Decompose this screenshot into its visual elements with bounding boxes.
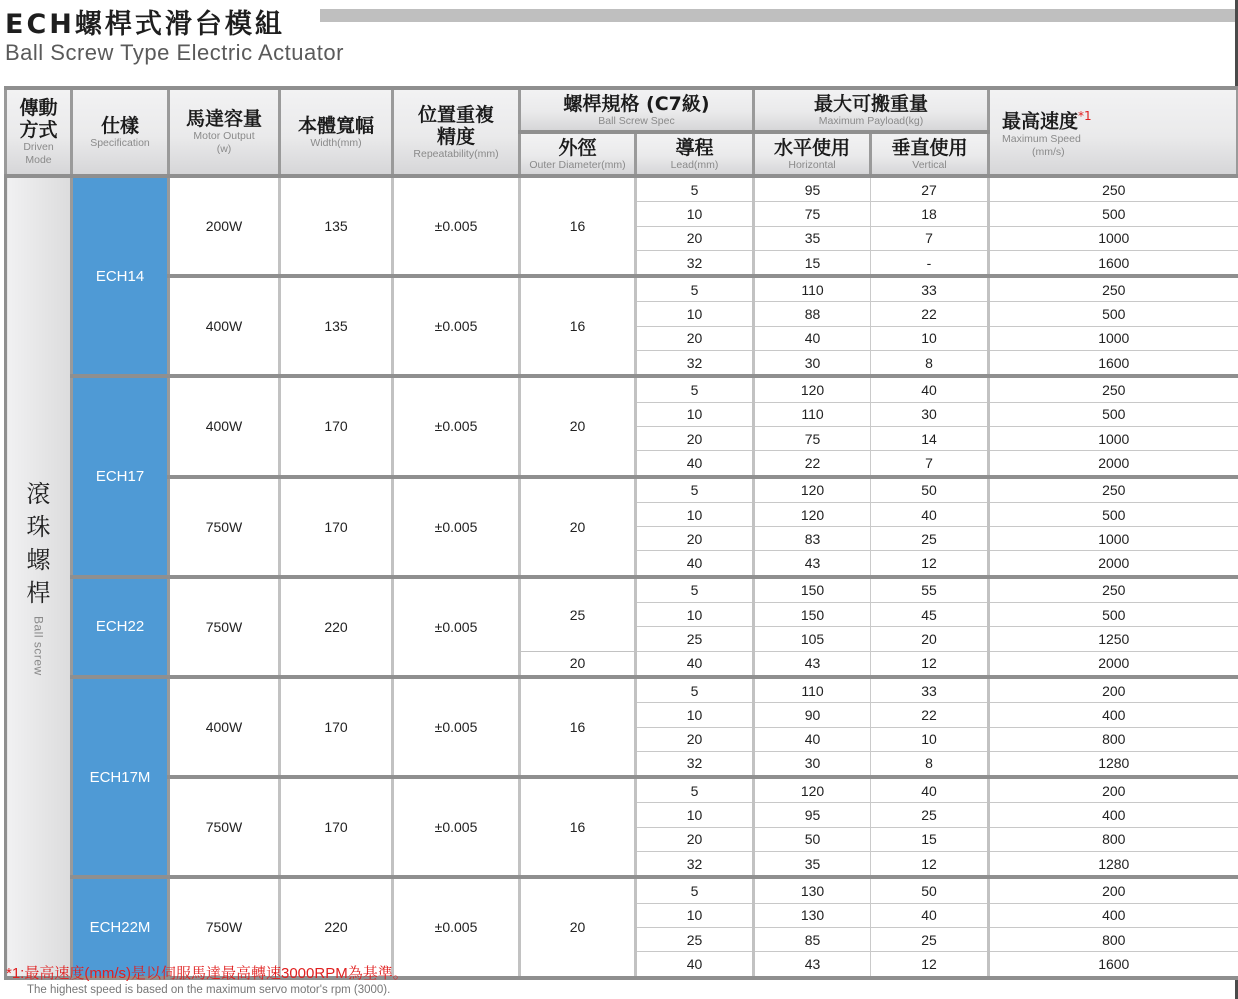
repeatability-cell: ±0.005 (393, 577, 520, 677)
max-speed-cell: 1000 (989, 226, 1238, 250)
header-outer-diameter: 外徑 Outer Diameter(mm) (520, 132, 636, 176)
horizontal-payload-cell: 15 (754, 250, 871, 276)
horizontal-payload-cell: 43 (754, 651, 871, 677)
vertical-payload-cell: 22 (871, 302, 989, 326)
max-speed-cell: 250 (989, 477, 1238, 503)
model-cell: ECH17M (72, 677, 169, 877)
max-speed-cell: 250 (989, 376, 1238, 402)
max-speed-cell: 800 (989, 727, 1238, 751)
repeatability-cell: ±0.005 (393, 276, 520, 376)
lead-cell: 10 (636, 903, 754, 927)
header-drive-mode: 傳動 方式 Driven Mode (6, 88, 72, 176)
horizontal-payload-cell: 120 (754, 502, 871, 526)
lead-cell: 40 (636, 551, 754, 577)
vertical-payload-cell: 33 (871, 276, 989, 302)
vertical-payload-cell: 30 (871, 402, 989, 426)
lead-cell: 10 (636, 502, 754, 526)
max-speed-cell: 250 (989, 276, 1238, 302)
max-speed-cell: 800 (989, 927, 1238, 951)
max-speed-cell: 2000 (989, 451, 1238, 477)
header-motor-output: 馬達容量 Motor Output (w) (169, 88, 280, 176)
drive-mode-cell: 滾 珠 螺 桿 Ball screw (6, 176, 72, 978)
repeatability-cell: ±0.005 (393, 777, 520, 877)
width-cell: 170 (280, 376, 393, 476)
lead-cell: 20 (636, 827, 754, 851)
lead-cell: 10 (636, 703, 754, 727)
lead-cell: 5 (636, 577, 754, 603)
model-cell: ECH17 (72, 376, 169, 576)
outer-diameter-cell: 20 (520, 376, 636, 476)
footnote-zh: *1:最高速度(mm/s)是以伺服馬達最高轉速3000RPM為基準。 (6, 965, 408, 982)
max-speed-cell: 1280 (989, 852, 1238, 878)
width-cell: 170 (280, 477, 393, 577)
model-cell: ECH14 (72, 176, 169, 376)
horizontal-payload-cell: 40 (754, 727, 871, 751)
outer-diameter-cell: 16 (520, 176, 636, 276)
repeatability-cell: ±0.005 (393, 877, 520, 977)
lead-cell: 32 (636, 751, 754, 777)
vertical-payload-cell: - (871, 250, 989, 276)
lead-cell: 20 (636, 727, 754, 751)
header-ball-screw-spec: 螺桿規格 (C7級) Ball Screw Spec (520, 88, 754, 132)
horizontal-payload-cell: 43 (754, 952, 871, 978)
table-row (6, 276, 1238, 302)
horizontal-payload-cell: 150 (754, 577, 871, 603)
lead-cell: 40 (636, 451, 754, 477)
header-horizontal: 水平使用 Horizontal (754, 132, 871, 176)
lead-cell: 40 (636, 952, 754, 978)
outer-diameter-cell: 20 (520, 477, 636, 577)
vertical-payload-cell: 12 (871, 952, 989, 978)
lead-cell: 10 (636, 302, 754, 326)
vertical-payload-cell: 8 (871, 351, 989, 377)
model-cell: ECH22 (72, 577, 169, 677)
horizontal-payload-cell: 120 (754, 477, 871, 503)
lead-cell: 25 (636, 927, 754, 951)
max-speed-cell: 1000 (989, 426, 1238, 450)
horizontal-payload-cell: 130 (754, 903, 871, 927)
lead-cell: 32 (636, 250, 754, 276)
vertical-payload-cell: 27 (871, 176, 989, 202)
max-speed-cell: 200 (989, 777, 1238, 803)
horizontal-payload-cell: 90 (754, 703, 871, 727)
vertical-payload-cell: 15 (871, 827, 989, 851)
motor-output-cell: 400W (169, 276, 280, 376)
motor-output-cell: 750W (169, 577, 280, 677)
lead-cell: 10 (636, 202, 754, 226)
lead-cell: 32 (636, 852, 754, 878)
horizontal-payload-cell: 35 (754, 852, 871, 878)
header-max-speed: 最高速度$^{*1}$ Maximum Speed (mm/s) (989, 88, 1238, 176)
vertical-payload-cell: 33 (871, 677, 989, 703)
lead-cell: 5 (636, 877, 754, 903)
spec-table (4, 86, 1238, 980)
vertical-payload-cell: 12 (871, 852, 989, 878)
width-cell: 220 (280, 577, 393, 677)
vertical-payload-cell: 12 (871, 551, 989, 577)
page-title: ECH螺桿式滑台模組 (5, 9, 285, 40)
header-repeatability: 位置重複 精度 Repeatability(mm) (393, 88, 520, 176)
horizontal-payload-cell: 88 (754, 302, 871, 326)
width-cell: 135 (280, 276, 393, 376)
vertical-payload-cell: 14 (871, 426, 989, 450)
lead-cell: 20 (636, 226, 754, 250)
max-speed-cell: 1250 (989, 627, 1238, 651)
max-speed-cell: 800 (989, 827, 1238, 851)
table-row (6, 577, 1238, 603)
max-speed-cell: 400 (989, 703, 1238, 727)
lead-cell: 5 (636, 176, 754, 202)
motor-output-cell: 400W (169, 677, 280, 777)
table-row (6, 677, 1238, 703)
horizontal-payload-cell: 85 (754, 927, 871, 951)
horizontal-payload-cell: 150 (754, 603, 871, 627)
footnote-marker: *1 (1078, 109, 1092, 124)
vertical-payload-cell: 25 (871, 527, 989, 551)
horizontal-payload-cell: 95 (754, 803, 871, 827)
vertical-payload-cell: 7 (871, 226, 989, 250)
vertical-payload-cell: 40 (871, 903, 989, 927)
motor-output-cell: 750W (169, 477, 280, 577)
vertical-payload-cell: 7 (871, 451, 989, 477)
motor-output-cell: 750W (169, 777, 280, 877)
motor-output-cell: 200W (169, 176, 280, 276)
horizontal-payload-cell: 35 (754, 226, 871, 250)
vertical-payload-cell: 40 (871, 502, 989, 526)
table-row (6, 477, 1238, 503)
vertical-payload-cell: 40 (871, 376, 989, 402)
spec-table-body (6, 176, 1238, 978)
repeatability-cell: ±0.005 (393, 477, 520, 577)
lead-cell: 20 (636, 527, 754, 551)
vertical-payload-cell: 20 (871, 627, 989, 651)
vertical-payload-cell: 55 (871, 577, 989, 603)
lead-cell: 20 (636, 326, 754, 350)
repeatability-cell: ±0.005 (393, 176, 520, 276)
max-speed-cell: 1280 (989, 751, 1238, 777)
lead-cell: 20 (636, 426, 754, 450)
lead-cell: 5 (636, 677, 754, 703)
max-speed-cell: 400 (989, 803, 1238, 827)
max-speed-cell: 250 (989, 577, 1238, 603)
horizontal-payload-cell: 110 (754, 276, 871, 302)
max-speed-cell: 400 (989, 903, 1238, 927)
horizontal-payload-cell: 30 (754, 351, 871, 377)
outer-diameter-cell: 16 (520, 777, 636, 877)
horizontal-payload-cell: 83 (754, 527, 871, 551)
lead-cell: 40 (636, 651, 754, 677)
width-cell: 135 (280, 176, 393, 276)
motor-output-cell: 400W (169, 376, 280, 476)
outer-diameter-cell: 20 (520, 877, 636, 977)
vertical-payload-cell: 25 (871, 803, 989, 827)
max-speed-cell: 2000 (989, 651, 1238, 677)
max-speed-cell: 500 (989, 603, 1238, 627)
header-max-payload: 最大可搬重量 Maximum Payload(kg) (754, 88, 989, 132)
header-vertical: 垂直使用 Vertical (871, 132, 989, 176)
lead-cell: 10 (636, 603, 754, 627)
max-speed-cell: 250 (989, 176, 1238, 202)
lead-cell: 5 (636, 777, 754, 803)
table-row (6, 877, 1238, 903)
width-cell: 220 (280, 877, 393, 977)
lead-cell: 10 (636, 402, 754, 426)
table-row (6, 176, 1238, 202)
horizontal-payload-cell: 105 (754, 627, 871, 651)
horizontal-payload-cell: 22 (754, 451, 871, 477)
vertical-payload-cell: 45 (871, 603, 989, 627)
horizontal-payload-cell: 30 (754, 751, 871, 777)
lead-cell: 5 (636, 477, 754, 503)
max-speed-cell: 500 (989, 202, 1238, 226)
vertical-payload-cell: 50 (871, 877, 989, 903)
motor-output-cell: 750W (169, 877, 280, 977)
table-row (6, 376, 1238, 402)
title-decoration-bar (320, 9, 1236, 22)
header-width: 本體寬幅 Width(mm) (280, 88, 393, 176)
max-speed-cell: 200 (989, 677, 1238, 703)
horizontal-payload-cell: 43 (754, 551, 871, 577)
horizontal-payload-cell: 50 (754, 827, 871, 851)
horizontal-payload-cell: 130 (754, 877, 871, 903)
max-speed-cell: 1600 (989, 351, 1238, 377)
vertical-payload-cell: 10 (871, 326, 989, 350)
max-speed-cell: 1000 (989, 326, 1238, 350)
vertical-payload-cell: 40 (871, 777, 989, 803)
repeatability-cell: ±0.005 (393, 677, 520, 777)
vertical-payload-cell: 12 (871, 651, 989, 677)
outer-diameter-cell: 16 (520, 276, 636, 376)
model-cell: ECH22M (72, 877, 169, 977)
horizontal-payload-cell: 95 (754, 176, 871, 202)
lead-cell: 5 (636, 376, 754, 402)
horizontal-payload-cell: 110 (754, 677, 871, 703)
vertical-payload-cell: 10 (871, 727, 989, 751)
lead-cell: 5 (636, 276, 754, 302)
horizontal-payload-cell: 75 (754, 202, 871, 226)
max-speed-cell: 500 (989, 502, 1238, 526)
lead-cell: 25 (636, 627, 754, 651)
horizontal-payload-cell: 75 (754, 426, 871, 450)
vertical-payload-cell: 50 (871, 477, 989, 503)
page-subtitle: Ball Screw Type Electric Actuator (5, 40, 344, 65)
vertical-payload-cell: 25 (871, 927, 989, 951)
header-lead: 導程 Lead(mm) (636, 132, 754, 176)
width-cell: 170 (280, 777, 393, 877)
outer-diameter-cell: 16 (520, 677, 636, 777)
max-speed-cell: 500 (989, 302, 1238, 326)
table-row (6, 777, 1238, 803)
max-speed-cell: 1000 (989, 527, 1238, 551)
outer-diameter-cell: 20 (520, 651, 636, 677)
lead-cell: 32 (636, 351, 754, 377)
vertical-payload-cell: 22 (871, 703, 989, 727)
lead-cell: 10 (636, 803, 754, 827)
horizontal-payload-cell: 120 (754, 777, 871, 803)
max-speed-cell: 1600 (989, 250, 1238, 276)
header-specification: 仕樣 Specification (72, 88, 169, 176)
vertical-payload-cell: 8 (871, 751, 989, 777)
horizontal-payload-cell: 40 (754, 326, 871, 350)
horizontal-payload-cell: 120 (754, 376, 871, 402)
width-cell: 170 (280, 677, 393, 777)
footnote-en: The highest speed is based on the maximum servo motor's rpm (3000). (27, 984, 391, 996)
max-speed-cell: 500 (989, 402, 1238, 426)
max-speed-cell: 2000 (989, 551, 1238, 577)
max-speed-cell: 200 (989, 877, 1238, 903)
max-speed-cell: 1600 (989, 952, 1238, 978)
vertical-payload-cell: 18 (871, 202, 989, 226)
horizontal-payload-cell: 110 (754, 402, 871, 426)
outer-diameter-cell: 25 (520, 577, 636, 651)
repeatability-cell: ±0.005 (393, 376, 520, 476)
